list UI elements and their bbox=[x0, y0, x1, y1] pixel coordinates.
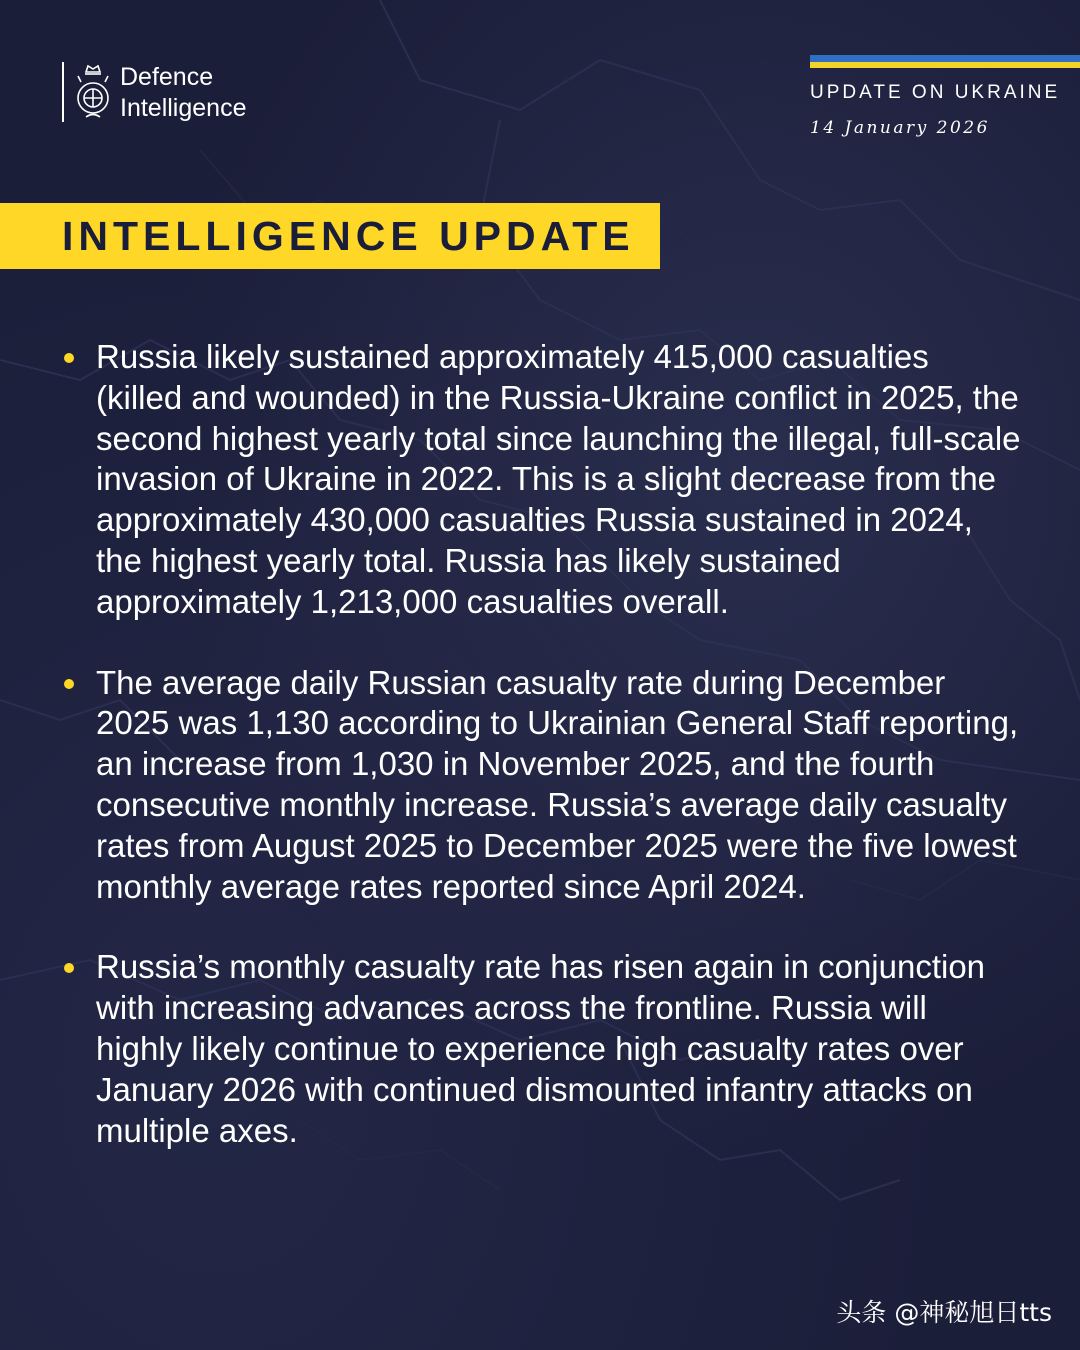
defence-intelligence-logo bbox=[62, 62, 246, 124]
source-watermark: 头条 @神秘旭日tts bbox=[836, 1298, 1052, 1327]
publication-date: 14 January 2026 bbox=[810, 118, 990, 138]
bullet-text: Russia likely sustained approximately 415,000 casualties (killed and wounded) in the Russia-Ukraine conflict in 2025, the second highest yearly total since launching the illegal, full-scale invasion of Ukraine in 2022. This is a slight decrease from the approximately 430,000 casualties Russia sustained in 2024, the highest yearly total. Russia has likely sustained approximately 1,213,000 casualties overall. bbox=[96, 338, 1021, 620]
crest-icon bbox=[72, 62, 114, 122]
bullet-list bbox=[62, 337, 1022, 1191]
org-name bbox=[120, 62, 246, 124]
bullet-dot-icon bbox=[64, 679, 74, 689]
ukraine-flag-yellow-stripe bbox=[810, 62, 1080, 68]
logo-divider bbox=[62, 62, 64, 122]
bullet-item bbox=[62, 947, 1022, 1151]
ukraine-flag-blue-stripe bbox=[810, 55, 1080, 62]
bullet-dot-icon bbox=[64, 963, 74, 973]
bullet-item bbox=[62, 663, 1022, 908]
intelligence-update-banner bbox=[0, 203, 660, 269]
bullet-text: The average daily Russian casualty rate during December 2025 was 1,130 according to Ukrainian General Staff reporting, an increase from 1,030 in November 2025, and the fourth consecutive monthly increase. Russia’s average daily casualty rates from August 2025 to December 2025 were the five lowest monthly average rates reported since April 2024. bbox=[96, 663, 1019, 905]
series-title: UPDATE ON UKRAINE bbox=[810, 82, 1061, 103]
org-name-line1: Defence bbox=[120, 63, 214, 91]
org-name-line2: Intelligence bbox=[120, 94, 247, 122]
bullet-dot-icon bbox=[64, 353, 74, 363]
bullet-text: Russia’s monthly casualty rate has risen again in conjunction with increasing advances across the frontline. Russia will highly likely continue to experience high casualty rates over January 2026 with continued dismounted infantry attacks on multiple axes. bbox=[96, 948, 986, 1149]
bullet-item bbox=[62, 337, 1022, 623]
banner-title: INTELLIGENCE UPDATE bbox=[62, 213, 635, 259]
